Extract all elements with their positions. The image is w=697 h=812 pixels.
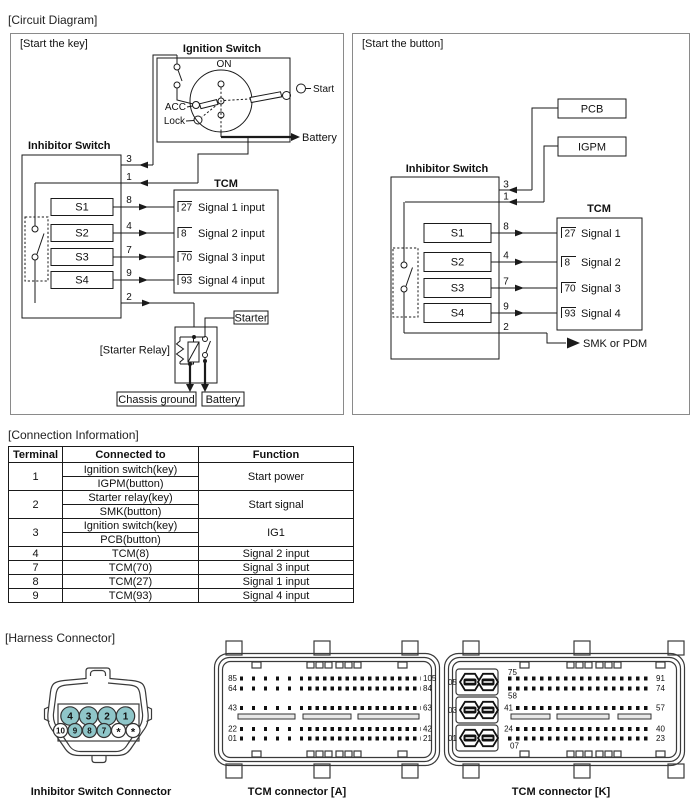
- battery-label: Battery: [302, 132, 337, 144]
- table-row: [9, 547, 354, 561]
- tcm-pin-93-number-btn: 93: [564, 308, 576, 320]
- terminal-1-connected-button: IGPM(button): [63, 477, 199, 491]
- wire-7-number-btn: 7: [503, 276, 509, 288]
- inhibitor-switch-label: Inhibitor Switch: [28, 140, 111, 152]
- tcm-signal-2-label: Signal 2 input: [198, 228, 265, 240]
- chassis-ground-label: Chassis ground: [118, 394, 195, 406]
- tcm-pin-27: [178, 202, 265, 215]
- pin-9-number: 9: [72, 726, 78, 736]
- ignition-switch-label: Ignition Switch: [182, 43, 262, 55]
- terminal-8-connected: TCM(27): [63, 575, 199, 589]
- tcm-k-hex-01: 01: [448, 734, 457, 743]
- tcm-k-pin-40: 40: [656, 724, 665, 734]
- tcm-a-pin-22: 22: [228, 724, 237, 734]
- wire-8-number: 8: [126, 195, 132, 206]
- tcm-signal-1-label: Signal 1 input: [198, 202, 265, 214]
- col-function: Function: [199, 447, 354, 463]
- terminal-8-function: Signal 1 input: [199, 575, 354, 589]
- button-panel-title: [Start the button]: [362, 38, 444, 50]
- ignition-start-label: Start: [313, 84, 335, 95]
- wire-8-number-btn: 8: [503, 221, 509, 233]
- tcm-a-shell-mid: [219, 658, 436, 762]
- pin-3-number: 3: [85, 711, 92, 723]
- igpm-box: [558, 137, 626, 156]
- wire-7-number: 7: [126, 245, 132, 256]
- table-row: [9, 491, 354, 505]
- page-title: [Circuit Diagram]: [8, 13, 98, 27]
- s4-box: [51, 272, 113, 289]
- tcm-k-pin-labels: [504, 668, 665, 751]
- inhibitor-connector-caption: Inhibitor Switch Connector: [30, 786, 172, 798]
- tcm-a-pin-63: 63: [423, 703, 432, 713]
- s3-label: S3: [75, 251, 89, 264]
- terminal-3-connected-button: PCB(button): [63, 533, 199, 547]
- ignition-acc-label: ACC: [164, 102, 186, 113]
- tcm-a-pin-21: 21: [423, 734, 432, 743]
- tcm-a-pin-43: 43: [228, 703, 237, 713]
- battery-box-label: Battery: [205, 394, 241, 406]
- tcm-a-pin-105: 105: [423, 674, 437, 683]
- tcm-k-pin-24: 24: [504, 724, 513, 734]
- tcm-pin-27-number: 27: [181, 202, 193, 214]
- tcm-k-caption: TCM connector [K]: [511, 786, 611, 798]
- circuit-button-panel: [352, 33, 690, 415]
- terminal-4-function: Signal 2 input: [199, 547, 354, 561]
- connection-info-title: [Connection Information]: [8, 428, 139, 442]
- igpm-label: IGPM: [577, 141, 607, 154]
- pin-star-a-glyph: *: [116, 726, 121, 739]
- col-connected-to: Connected to: [63, 447, 199, 463]
- pin-2-number-btn: 2: [503, 322, 509, 333]
- tcm-pin-93-btn: [562, 308, 621, 321]
- s1-box: [51, 199, 113, 216]
- terminal-2: 2: [9, 491, 63, 519]
- pin-1-number: 1: [126, 172, 132, 183]
- tcm-signal-1-label-btn: Signal 1: [581, 228, 621, 240]
- s3-label-btn: S3: [450, 282, 465, 295]
- tcm-pin-70-btn: [562, 283, 621, 296]
- tcm-k-pin-58: 58: [508, 691, 517, 701]
- terminal-4: 4: [9, 547, 63, 561]
- key-panel-title: [Start the key]: [20, 38, 88, 50]
- s2-box: [51, 225, 113, 242]
- tcm-a-caption: TCM connector [A]: [247, 786, 347, 798]
- tcm-k-pin-41: 41: [504, 703, 513, 713]
- terminal-3-function: IG1: [199, 519, 354, 547]
- inhibitor-switch-connector: [45, 668, 152, 763]
- s4-box-btn: [424, 304, 491, 323]
- pin-2-number: 2: [126, 292, 132, 303]
- terminal-9-function: Signal 4 input: [199, 589, 354, 603]
- table-row: [9, 589, 354, 603]
- tcm-signal-3-label: Signal 3 input: [198, 252, 265, 264]
- tcm-signal-3-label-btn: Signal 3: [581, 283, 621, 295]
- terminal-2-function: Start signal: [199, 491, 354, 519]
- pin-2-wire: [121, 292, 194, 327]
- tcm-pin-70: [178, 252, 265, 265]
- terminal-9-connected: TCM(93): [63, 589, 199, 603]
- s2-label-btn: S2: [450, 256, 465, 269]
- battery-box: [202, 392, 244, 406]
- wire-4-number: 4: [126, 221, 132, 232]
- ignition-lock-label: Lock: [163, 116, 185, 127]
- terminal-7-connected: TCM(70): [63, 561, 199, 575]
- tcm-label-btn: TCM: [587, 203, 611, 215]
- smk-arrow: [567, 338, 580, 349]
- smk-label: SMK or PDM: [583, 338, 648, 350]
- tcm-label: TCM: [214, 178, 238, 190]
- pcb-label: PCB: [580, 103, 604, 116]
- tcm-signal-4-label-btn: Signal 4: [581, 308, 621, 320]
- tcm-k-pin-74: 74: [656, 684, 665, 693]
- tcm-a-pin-01: 01: [228, 734, 237, 743]
- circuit-key-panel: [10, 33, 344, 415]
- starter-label: Starter: [234, 312, 268, 325]
- tcm-k-pin-rows: [508, 679, 652, 739]
- tcm-signal-4-label: Signal 4 input: [198, 275, 265, 287]
- wire-9-number-btn: 9: [503, 301, 509, 313]
- tcm-k-hex-03: 03: [448, 706, 457, 715]
- tcm-k-hex-05: 05: [448, 678, 457, 687]
- pin-10-number: 10: [56, 726, 65, 736]
- hex-pin: [460, 674, 498, 746]
- terminal-9: 9: [9, 589, 63, 603]
- tcm-connector-k: [445, 641, 685, 778]
- terminal-3-connected-key: Ignition switch(key): [63, 519, 199, 533]
- tcm-a-pin-rows: [240, 679, 421, 739]
- s3-box-btn: [424, 279, 491, 298]
- terminal-3: 3: [9, 519, 63, 547]
- connector-key-tab: [86, 668, 110, 679]
- pin-8-number: 8: [87, 726, 92, 736]
- tcm-pin-8-number: 8: [181, 228, 187, 240]
- terminal-1-connected-key: Ignition switch(key): [63, 463, 199, 477]
- tcm-pin-93-number: 93: [181, 275, 193, 287]
- s1-box-btn: [424, 224, 491, 243]
- tcm-a-slots: [238, 714, 419, 719]
- terminal-1: 1: [9, 463, 63, 491]
- tcm-k-pin-75: 75: [508, 668, 517, 677]
- terminal-2-connected-button: SMK(button): [63, 505, 199, 519]
- pin-7-number: 7: [101, 726, 107, 736]
- harness-title: [Harness Connector]: [5, 631, 116, 645]
- table-row: [9, 575, 354, 589]
- table-row: [9, 463, 354, 477]
- pin-3-number-btn: 3: [503, 179, 509, 191]
- connector-key-arch: [91, 671, 106, 677]
- tcm-a-pin-85: 85: [228, 674, 237, 683]
- battery-arrow: [291, 133, 300, 141]
- wire-4-number-btn: 4: [503, 250, 509, 262]
- pcb-box: [558, 99, 626, 118]
- s4-label-btn: S4: [450, 307, 465, 320]
- tcm-k-pin-07: 07: [510, 741, 519, 751]
- terminal-4-connected: TCM(8): [63, 547, 199, 561]
- tcm-connector-a: [215, 641, 440, 778]
- tcm-a-pin-42: 42: [423, 724, 432, 734]
- signal-wires: [113, 195, 178, 283]
- inhibitor-switch-label-btn: Inhibitor Switch: [405, 163, 489, 175]
- s1-label: S1: [75, 201, 89, 214]
- pin-4-number: 4: [67, 711, 73, 723]
- signal-wires-btn: [491, 222, 562, 317]
- terminal-2-connected-key: Starter relay(key): [63, 491, 199, 505]
- tcm-pin-8-number-btn: 8: [564, 257, 571, 269]
- tcm-a-pin-64: 64: [228, 684, 237, 693]
- tcm-a-pin-84: 84: [423, 684, 432, 693]
- terminal-7-function: Signal 3 input: [199, 561, 354, 575]
- pin-3-number: 3: [126, 154, 132, 165]
- connector-bottom-tab: [92, 756, 106, 763]
- terminal-7: 7: [9, 561, 63, 575]
- starter-box: [234, 311, 268, 325]
- tcm-k-hex-groups: [448, 669, 498, 751]
- s4-label: S4: [75, 274, 89, 287]
- tcm-k-pin-91: 91: [656, 674, 665, 683]
- table-row: [9, 561, 354, 575]
- tcm-k-slots: [511, 714, 651, 719]
- s2-label: S2: [75, 227, 89, 240]
- terminal-1-function: Start power: [199, 463, 354, 491]
- tcm-pin-70-number: 70: [181, 252, 193, 264]
- table-header-row: [9, 447, 354, 463]
- pin-1-number-btn: 1: [503, 191, 509, 203]
- tcm-k-pin-23: 23: [656, 734, 665, 743]
- pin-star-b-glyph: *: [130, 726, 136, 739]
- pin-3-wire-btn: [499, 108, 558, 193]
- tcm-pin-70-number-btn: 70: [564, 283, 576, 295]
- tcm-pin-93: [178, 275, 265, 288]
- tcm-k-pin-57: 57: [656, 703, 665, 713]
- starter-relay-label: [Starter Relay]: [99, 344, 170, 357]
- pin-1-number: 1: [122, 711, 129, 723]
- s3-box: [51, 249, 113, 266]
- connector-pin-row-bottom: [54, 724, 141, 739]
- wire-9-number: 9: [126, 268, 132, 279]
- s2-box-btn: [424, 253, 491, 272]
- chassis-ground-box: [117, 392, 196, 406]
- connector-pin-row-top: [61, 707, 135, 725]
- tcm-pin-27-number-btn: 27: [564, 228, 576, 240]
- connection-table: [8, 446, 354, 603]
- tcm-pin-27-btn: [562, 228, 621, 241]
- tcm-signal-2-label-btn: Signal 2: [581, 257, 621, 269]
- ignition-on-label: ON: [216, 59, 232, 70]
- terminal-8: 8: [9, 575, 63, 589]
- s1-label-btn: S1: [450, 227, 465, 240]
- table-row: [9, 519, 354, 533]
- pin-2-number: 2: [104, 711, 110, 723]
- col-terminal: Terminal: [9, 447, 63, 463]
